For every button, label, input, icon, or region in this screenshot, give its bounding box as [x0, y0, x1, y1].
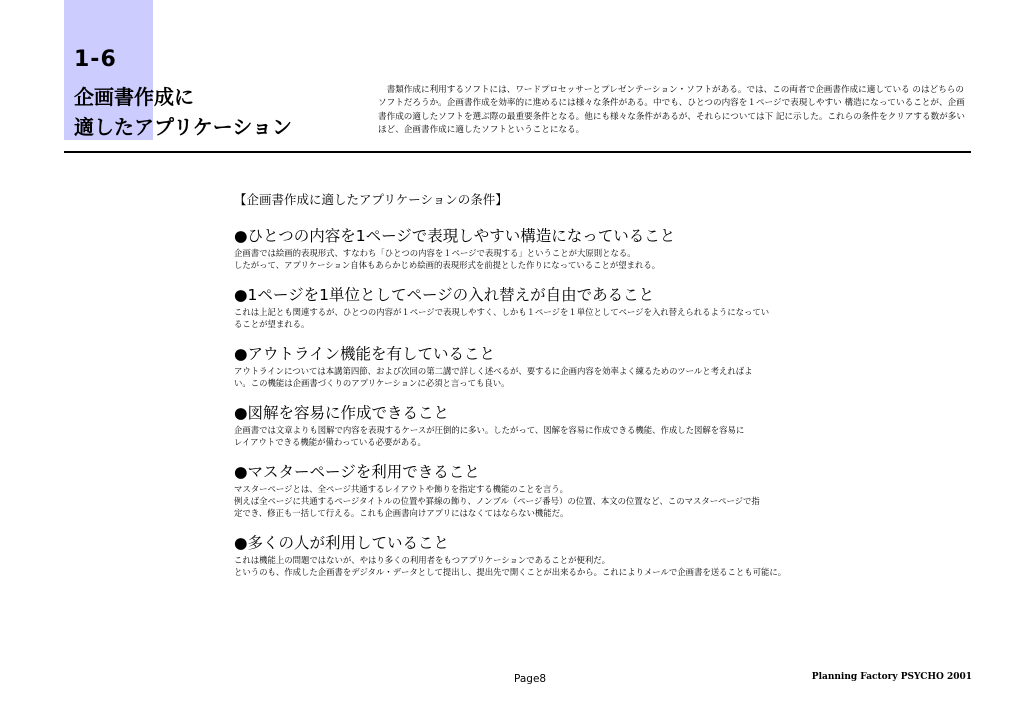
- condition-description-line: レイアウトできる機能が備わっている必要がある。: [234, 437, 426, 447]
- footer-credit: Planning Factory PSYCHO 2001: [811, 672, 972, 682]
- condition-description-line: マスターページとは、全ページ共通するレイアウトや飾りを指定する機能のことを言う。: [234, 484, 568, 494]
- condition-description-line: というのも、作成した企画書をデジタル・データとして提出し、提出先で開くことが出来るから。これによりメールで企画書を送ることも可能に。: [234, 567, 787, 577]
- condition-description-line: 例えば全ページに共通するページタイトルの位置や罫線の飾り、ノンブル（ページ番号）の位置、本文の位置など、このマスターページで指: [234, 496, 760, 506]
- section-number: 1-6: [74, 47, 117, 72]
- header-divider: [64, 151, 971, 153]
- condition-item: [234, 226, 874, 271]
- condition-item: [234, 403, 874, 448]
- condition-description-line: したがって、アプリケーション自体もあらかじめ絵画的表現形式を前提とした作りになっていることが望まれる。: [234, 260, 661, 270]
- condition-title: ●ひとつの内容を1ページで表現しやすい構造になっていること: [234, 227, 676, 245]
- page-title: [74, 82, 292, 142]
- condition-description-line: 企画書では絵画的表現形式、すなわち「ひとつの内容を１ページで表現する」ということが大原則となる。: [234, 248, 636, 258]
- condition-item: [234, 533, 874, 578]
- intro-paragraph: 書類作成に利用するソフトには、ワードプロセッサーとプレゼンテーション・ソフトがある。では、この両者で企画書作成に適している のはどちらのソフトだろうか。企画書作成を効率的に進めるには様々な条件がある。中でも、ひとつの内容を１ページで表現しやすい 構造になっていることが、企画書作成の適したソフトを選ぶ際の最重要条件となる。他にも様々な条件があるが、それらについては下 記に示した。これらの条件をクリアする数が多いほど、企画書作成に適したソフトということになる。: [378, 85, 965, 135]
- condition-description-line: 企画書では文章よりも図解で内容を表現するケースが圧倒的に多い。したがって、図解を容易に作成できる機能、作成した図解を容易に: [234, 425, 745, 435]
- condition-title: ●マスターページを利用できること: [234, 463, 480, 481]
- condition-description-line: い。この機能は企画書づくりのアプリケーションに必須と言っても良い。: [234, 378, 510, 388]
- condition-title: ●アウトライン機能を有していること: [234, 345, 496, 363]
- condition-description-line: これは機能上の問題ではないが、やはり多くの利用者をもつアプリケーションであることが便利だ。: [234, 555, 611, 565]
- condition-title: ●1ページを1単位としてページの入れ替えが自由であること: [234, 286, 655, 304]
- condition-title: ●多くの人が利用していること: [234, 534, 450, 552]
- condition-item: [234, 344, 874, 389]
- page-title-line: 適したアプリケーション: [74, 115, 292, 139]
- condition-item: [234, 462, 874, 519]
- page-title-line: 企画書作成に: [74, 85, 194, 109]
- condition-description-line: 定でき、修正も一括して行える。これも企画書向けアプリにはなくてはならない機能だ。: [234, 508, 569, 518]
- condition-item: [234, 285, 874, 330]
- conditions-section: [234, 191, 874, 592]
- page-number: Page8: [514, 673, 547, 685]
- condition-description-line: ることが望まれる。: [234, 319, 310, 329]
- condition-description-line: アウトラインについては本講第四節、および次回の第二講で詳しく述べるが、要するに企画内容を効率よく練るためのツールと考えればよ: [234, 366, 753, 376]
- condition-title: ●図解を容易に作成できること: [234, 404, 450, 422]
- condition-description-line: これは上記とも関連するが、ひとつの内容が１ページで表現しやすく、しかも１ページを１単位としてページを入れ替えられるようになってい: [234, 307, 770, 317]
- conditions-heading: 【企画書作成に適したアプリケーションの条件】: [234, 192, 508, 207]
